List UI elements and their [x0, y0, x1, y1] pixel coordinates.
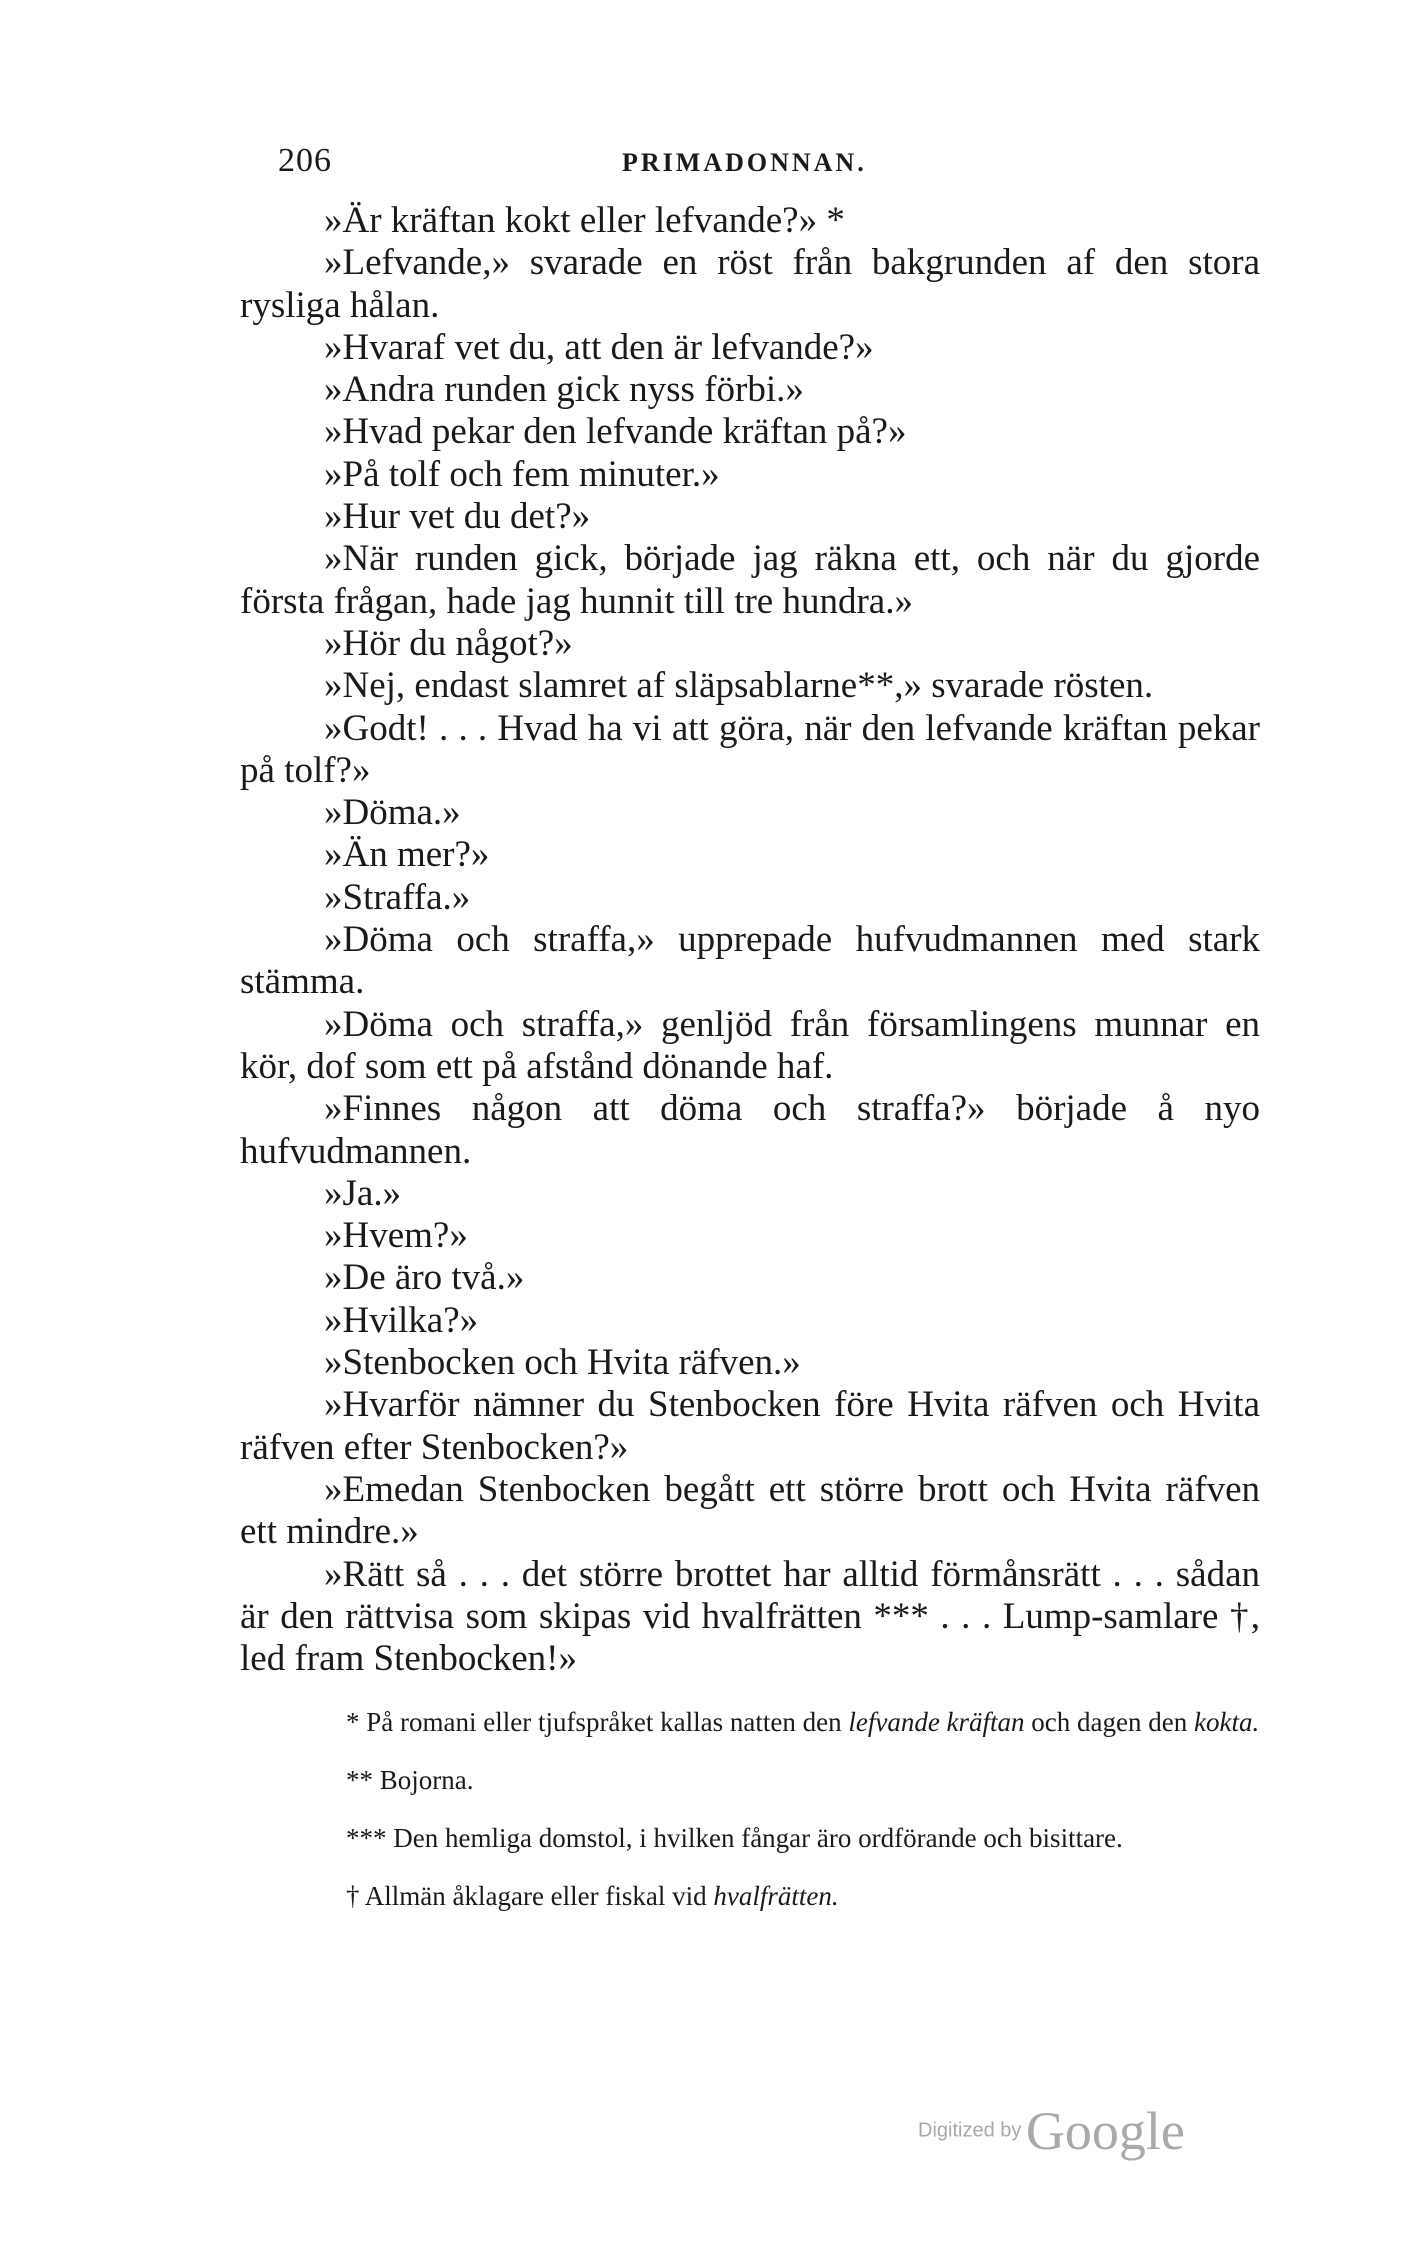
- footnote-text: På romani eller tjufspråket kallas natten den: [366, 1707, 849, 1737]
- paragraph: »Hör du något?»: [324, 622, 573, 664]
- footnote-3: [240, 1820, 1260, 1856]
- paragraph: »Emedan Stenbocken begått ett större brott och Hvita räfven ett mindre.»: [240, 1468, 1260, 1553]
- paragraph: »De äro två.»: [324, 1257, 525, 1299]
- paragraph: »Hvad pekar den lefvande kräftan på?»: [324, 411, 907, 453]
- paragraph: »Rätt så . . . det större brottet har alltid förmånsrätt . . . sådan är den rättvisa som skipas vid hvalfrätten *** . . . Lump-samlare †, led fram Stenbocken!»: [240, 1553, 1260, 1680]
- paragraph: »Ja.»: [324, 1172, 402, 1214]
- running-head: PRIMADONNAN.: [622, 148, 867, 177]
- paragraph: »Döma och straffa,» upprepade hufvudmannen med stark stämma.: [240, 919, 1260, 1003]
- footnote-mark: ***: [346, 1823, 387, 1853]
- paragraph: »Döma.»: [324, 792, 461, 834]
- paragraph: »Döma och straffa,» genljöd från församlingens munnar en kör, dof som ett på afstånd dönande haf.: [240, 1003, 1260, 1087]
- paragraph: »Nej, endast slamret af släpsablarne**,» svarade rösten.: [324, 665, 1154, 707]
- paragraph: »Andra runden gick nyss förbi.»: [324, 369, 804, 411]
- google-logo: Google: [1025, 2101, 1185, 2161]
- footnote-mark: **: [346, 1765, 373, 1795]
- body-text: [240, 200, 1260, 1680]
- digitized-watermark: [918, 2100, 1185, 2162]
- footnote-4: [240, 1878, 1260, 1914]
- footnote-mark: *: [346, 1707, 360, 1737]
- paragraph: »Hvarför nämner du Stenbocken före Hvita räfven och Hvita räfven efter Stenbocken?»: [240, 1384, 1260, 1468]
- footnote-2: [240, 1762, 1260, 1798]
- paragraph: »Hvaraf vet du, att den är lefvande?»: [324, 326, 874, 368]
- paragraph: »Finnes någon att döma och straffa?» började å nyo hufvudmannen.: [240, 1088, 1260, 1172]
- footnote-emphasis: hvalfrätten.: [713, 1881, 839, 1911]
- paragraph: »Lefvande,» svarade en röst från bakgrunden af den stora rysliga hålan.: [240, 242, 1260, 326]
- paragraph: »Stenbocken och Hvita räfven.»: [324, 1342, 801, 1384]
- paragraph: »På tolf och fem minuter.»: [324, 453, 720, 495]
- paragraph: »Godt! . . . Hvad ha vi att göra, när den lefvande kräftan pekar på tolf?»: [240, 707, 1260, 791]
- footnote-emphasis: kokta.: [1193, 1707, 1260, 1737]
- footnote-text: Bojorna.: [379, 1765, 474, 1795]
- footnote-1: [240, 1704, 1260, 1740]
- paragraph: »Än mer?»: [324, 834, 490, 876]
- footnote-emphasis: lefvande kräftan: [848, 1707, 1025, 1737]
- paragraph: »Hvilka?»: [324, 1299, 479, 1341]
- paragraph: »Hur vet du det?»: [324, 496, 591, 538]
- watermark-prefix: Digitized by: [918, 2119, 1022, 2142]
- paragraph: »Straffa.»: [324, 876, 471, 918]
- paragraph: »När runden gick, började jag räkna ett, och när du gjorde första frågan, hade jag hunnit till tre hundra.»: [240, 538, 1260, 622]
- footnote-text: Den hemliga domstol, i hvilken fångar äro ordförande och bisittare.: [393, 1823, 1123, 1853]
- footnote-mark: †: [346, 1881, 360, 1911]
- footnote-text: Allmän åklagare eller fiskal vid: [364, 1881, 714, 1911]
- paragraph: »Är kräftan kokt eller lefvande?» *: [324, 200, 845, 241]
- page-number: 206: [278, 142, 332, 179]
- footnotes: [240, 1704, 1260, 1936]
- paragraph: »Hvem?»: [324, 1215, 468, 1257]
- footnote-text: och dagen den: [1024, 1707, 1194, 1737]
